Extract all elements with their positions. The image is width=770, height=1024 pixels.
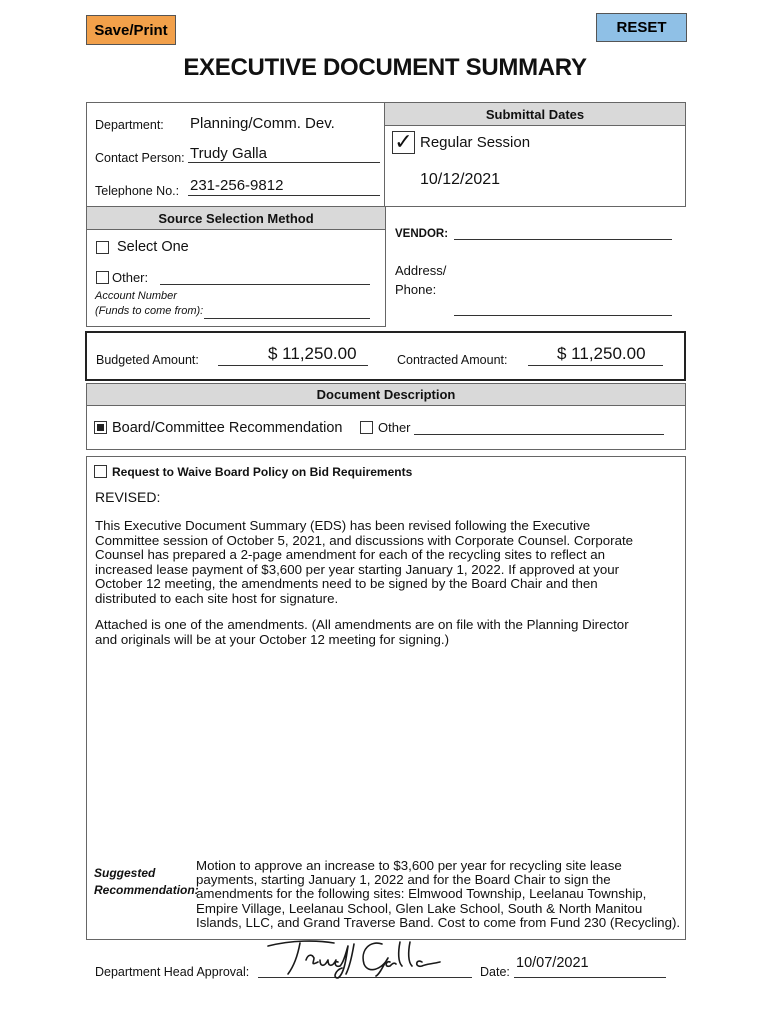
description-line: and originals will be at your October 12 meeting for signing.) bbox=[95, 631, 450, 647]
source-selection-heading: Source Selection Method bbox=[86, 206, 386, 230]
vendor-label: VENDOR: bbox=[395, 228, 449, 240]
contact-label: Contact Person: bbox=[95, 151, 185, 165]
recommendation-line: Islands, LLC, and Grand Traverse Band. Cost to come from Fund 230 (Recycling). bbox=[196, 914, 681, 930]
description-line: This Executive Document Summary (EDS) has been revised following the Executive bbox=[95, 518, 591, 533]
submittal-dates-heading: Submittal Dates bbox=[384, 102, 686, 126]
budgeted-amount-line bbox=[218, 365, 368, 366]
select-one-label: Select One bbox=[117, 239, 189, 255]
description-line: October 12 meeting, the amendments need to be signed by the Board Chair and then bbox=[95, 576, 598, 592]
contact-line bbox=[188, 162, 380, 163]
other-description-label: Other bbox=[378, 420, 411, 435]
recommendation-text[interactable] bbox=[196, 859, 680, 930]
board-recommendation-checkbox[interactable] bbox=[94, 421, 107, 434]
phone-label: Phone: bbox=[395, 282, 437, 297]
budgeted-amount-value[interactable]: $ 11,250.00 bbox=[268, 344, 357, 363]
vendor-field[interactable] bbox=[454, 239, 672, 240]
submittal-date[interactable]: 10/12/2021 bbox=[420, 171, 501, 188]
description-line: distributed to each site host for signature. bbox=[95, 590, 339, 606]
regular-session-checkbox[interactable]: ✓ bbox=[392, 131, 415, 154]
recommendation-line: payments, starting January 1, 2022 and for the Board Chair to sign the bbox=[196, 872, 611, 888]
approval-date-value[interactable]: 10/07/2021 bbox=[516, 955, 589, 971]
other-source-field[interactable] bbox=[160, 284, 370, 285]
revised-label: REVISED: bbox=[95, 489, 161, 505]
other-source-checkbox[interactable] bbox=[96, 271, 109, 284]
contracted-amount-value[interactable]: $ 11,250.00 bbox=[557, 344, 646, 363]
account-number-label: Account Number bbox=[95, 290, 177, 302]
waive-policy-label: Request to Waive Board Policy on Bid Requirements bbox=[112, 465, 413, 479]
address-phone-field[interactable] bbox=[454, 315, 672, 316]
department-value[interactable]: Planning/Comm. Dev. bbox=[190, 115, 335, 132]
board-recommendation-label: Board/Committee Recommendation bbox=[112, 420, 343, 436]
contracted-amount-label: Contracted Amount: bbox=[397, 353, 508, 367]
page-title: EXECUTIVE DOCUMENT SUMMARY bbox=[183, 54, 587, 81]
regular-session-label: Regular Session bbox=[420, 134, 531, 151]
telephone-label: Telephone No.: bbox=[95, 184, 180, 198]
contracted-amount-line bbox=[528, 365, 663, 366]
other-description-checkbox[interactable] bbox=[360, 421, 373, 434]
telephone-line bbox=[188, 195, 380, 196]
save-print-button[interactable]: Save/Print bbox=[86, 15, 176, 45]
contact-value[interactable]: Trudy Galla bbox=[190, 145, 267, 162]
date-label: Date: bbox=[480, 965, 510, 979]
department-label: Department: bbox=[95, 118, 164, 132]
recommendation-line: Motion to approve an increase to $3,600 per year for recycling site lease bbox=[196, 858, 622, 873]
description-line: Attached is one of the amendments. (All amendments are on file with the Planning Director bbox=[95, 617, 629, 632]
description-line: increased lease payment of $3,600 per year starting January 1, 2022. If approved at your bbox=[95, 561, 620, 577]
description-paragraph-1[interactable] bbox=[95, 519, 633, 607]
document-description-heading: Document Description bbox=[86, 383, 686, 406]
suggested-label: Suggested bbox=[94, 866, 156, 880]
recommendation-line: Empire Village, Leelanau School, Glen Lake School, South & North Manitou bbox=[196, 900, 643, 916]
recommendation-label: Recommendation: bbox=[94, 883, 199, 897]
address-label: Address/ bbox=[395, 263, 447, 278]
description-paragraph-2[interactable] bbox=[95, 618, 629, 647]
recommendation-line: amendments for the following sites: Elmwood Township, Leelanau Township, bbox=[196, 886, 647, 902]
department-head-approval-label: Department Head Approval: bbox=[95, 965, 250, 979]
approval-date-line bbox=[514, 977, 666, 978]
funds-label: (Funds to come from): bbox=[95, 305, 204, 317]
other-description-field[interactable] bbox=[414, 434, 664, 435]
other-source-label: Other: bbox=[112, 270, 149, 285]
reset-button[interactable]: RESET bbox=[596, 13, 687, 42]
account-number-field[interactable] bbox=[204, 318, 370, 319]
budgeted-amount-label: Budgeted Amount: bbox=[96, 353, 199, 367]
select-one-checkbox[interactable] bbox=[96, 241, 109, 254]
description-line: Counsel has prepared a 2-page amendment for each of the recycling sites to reflect an bbox=[95, 547, 606, 563]
signature-image bbox=[262, 934, 452, 980]
waive-policy-checkbox[interactable] bbox=[94, 465, 107, 478]
description-line: Committee session of October 5, 2021, and discussions with Corporate Counsel. Corporate bbox=[95, 532, 634, 548]
telephone-value[interactable]: 231-256-9812 bbox=[190, 177, 284, 194]
